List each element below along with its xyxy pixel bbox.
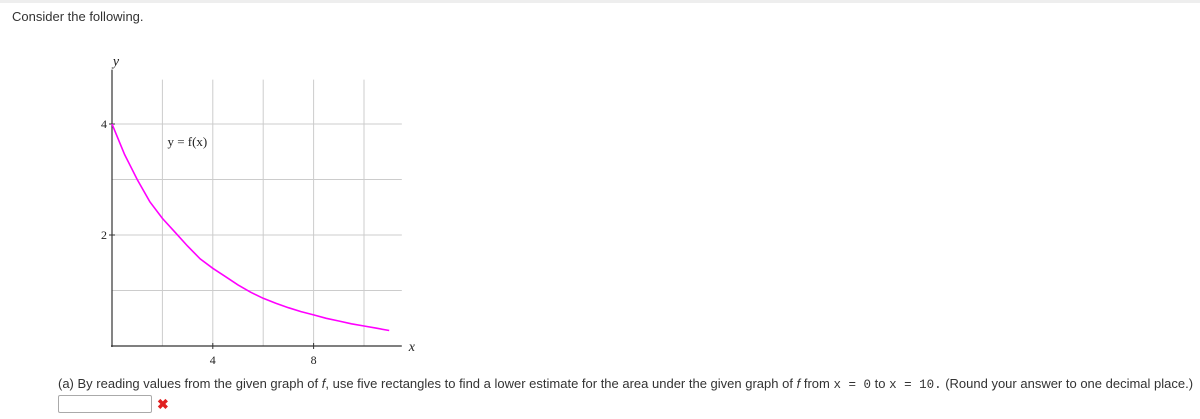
chart-grid [112,80,402,346]
question-part-a [58,376,1193,392]
series-curve [112,124,389,331]
function-graph [90,36,420,366]
question-round-note: (Round your answer to one decimal place.) [945,376,1194,391]
question-x-end: x = 10. [889,378,942,392]
question-f-1: f [321,376,326,391]
top-border [0,0,1200,3]
chart-ticks [101,117,317,366]
question-text-1: (a) By reading values from the given graph of [58,376,319,391]
x-tick-label-8: 8 [310,353,317,366]
x-axis-label: x [408,340,415,355]
y-axis-label: y [112,54,120,70]
question-to: to [874,376,886,391]
question-f-2: f [796,376,801,391]
x-tick-label-4: 4 [209,353,216,366]
problem-intro: Consider the following. [12,9,144,24]
question-x-start: x = 0 [833,378,871,392]
y-tick-label-2: 2 [101,228,107,242]
question-from: from [803,376,830,391]
curve-label: y = f(x) [167,134,208,150]
y-tick-label-4: 4 [101,117,107,131]
incorrect-icon: ✖ [157,396,169,412]
answer-row [58,395,169,413]
answer-input[interactable] [58,395,152,413]
question-text-2: , use five rectangles to find a lower estimate for the area under the given graph of [325,376,793,391]
